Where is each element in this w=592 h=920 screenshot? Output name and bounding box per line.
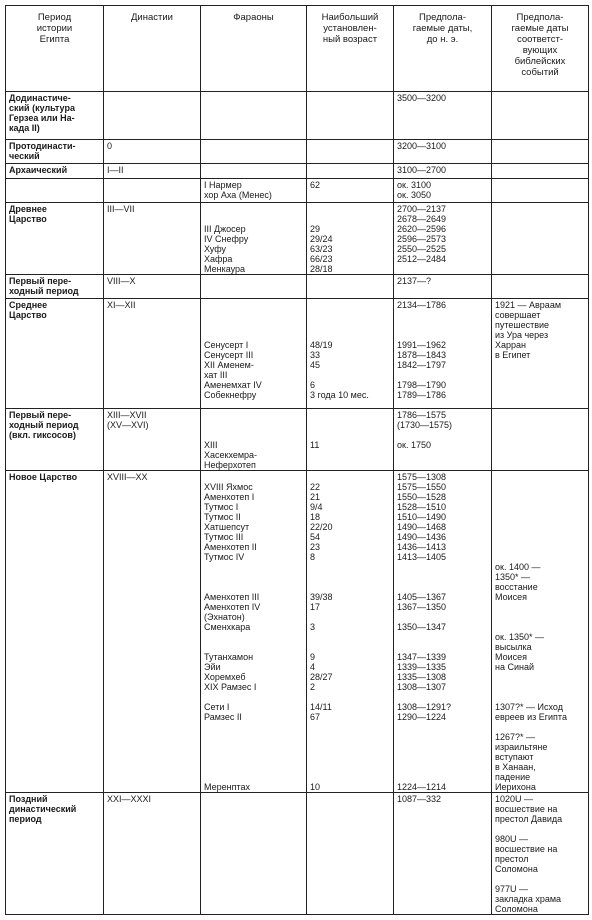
cell-age: [307, 164, 394, 179]
cell-age: [307, 409, 394, 471]
cell-dates: [394, 203, 492, 275]
cell-dates-text: 2137—?: [397, 276, 432, 286]
header-dynasties: Династии: [104, 6, 201, 92]
cell-pharaohs-text: XIII Хасекхемра- Неферхотеп: [204, 440, 258, 470]
cell-biblical: [492, 179, 589, 203]
cell-period: [6, 299, 104, 409]
cell-dynasties-text: III—VII: [107, 204, 135, 214]
cell-age: [307, 275, 394, 299]
cell-biblical: [492, 92, 589, 140]
cell-dates-text: ок. 3100 ок. 3050: [397, 180, 431, 200]
header-pharaohs: Фараоны: [201, 6, 307, 92]
cell-biblical: [492, 275, 589, 299]
cell-period: [6, 793, 104, 915]
cell-period-text: Архаический: [9, 165, 68, 175]
header-max-age: Наибольший установлен- ный возраст: [307, 6, 394, 92]
cell-period: [6, 140, 104, 164]
cell-dynasties: [104, 471, 201, 793]
cell-pharaohs: [201, 164, 307, 179]
cell-dates: [394, 92, 492, 140]
cell-dynasties: [104, 275, 201, 299]
table-row: [6, 409, 589, 471]
cell-dates-text: 1786—1575 (1730—1575) ок. 1750: [397, 410, 453, 450]
cell-dates: [394, 275, 492, 299]
cell-pharaohs-text: III Джосер IV Снефру Хуфу Хафра Менкаура: [204, 224, 249, 274]
header-biblical: Предпола- гаемые даты соответст- вующих библейских событий: [492, 6, 589, 92]
cell-dynasties: [104, 140, 201, 164]
cell-age-text: 11: [310, 440, 320, 450]
cell-biblical: [492, 164, 589, 179]
cell-period: [6, 203, 104, 275]
cell-pharaohs: [201, 793, 307, 915]
cell-dynasties: [104, 92, 201, 140]
cell-age: [307, 471, 394, 793]
cell-period: [6, 409, 104, 471]
cell-dynasties-text: I—II: [107, 165, 124, 175]
cell-age-text: 62: [310, 180, 321, 190]
cell-pharaohs: [201, 275, 307, 299]
cell-age-text: 48/19 33 45 6 3 года 10 мес.: [310, 340, 369, 400]
table-row: [6, 164, 589, 179]
cell-dates-text: 2700—2137 2678—2649 2620—2596 2596—2573 2550—2525 2512—2484: [397, 204, 447, 264]
cell-dates: [394, 179, 492, 203]
cell-pharaohs: [201, 179, 307, 203]
cell-period-text: Древнее Царство: [9, 204, 47, 224]
cell-dynasties: [104, 299, 201, 409]
cell-age: [307, 92, 394, 140]
cell-age: [307, 203, 394, 275]
cell-age: [307, 299, 394, 409]
cell-biblical: [492, 409, 589, 471]
cell-dates-text: 1575—1308 1575—1550 1550—1528 1528—1510 1510—1490 1490—1468 1490—1436 1436—1413 1413—1405 1405—1367 1367—1350 1350—1347 1347—1339 1339—1335 1335—1308 1308—1307 1308—1291? 1290—1224 1224—1214: [397, 472, 452, 792]
table-row: [6, 471, 589, 793]
cell-dynasties-text: 0: [107, 141, 113, 151]
cell-pharaohs: [201, 299, 307, 409]
table-row: [6, 179, 589, 203]
cell-dates-text: 1087—332: [397, 794, 442, 804]
cell-pharaohs: [201, 203, 307, 275]
cell-dynasties-text: XIII—XVII (XV—XVI): [107, 410, 149, 430]
cell-period: [6, 164, 104, 179]
cell-pharaohs-text: Сенусерт I Сенусерт III XII Аменем- хат III Аменемхат IV Собекнефру: [204, 340, 262, 400]
cell-biblical-text: ок. 1400 — 1350* — восстание Моисея ок. 1350* — высылка Моисея на Синай 1307?* — Исход евреев из Египта 1267?* — израильтяне вступают в Ханаан, падение Иерихона: [495, 562, 567, 792]
cell-biblical-text: 1020U — восшествие на престол Давида 980U — восшествие на престол Соломона 977U — закладка храма Соломона: [495, 794, 563, 914]
cell-period-text: Протодинасти- ческий: [9, 141, 76, 161]
cell-dates: [394, 793, 492, 915]
cell-pharaohs-text: I Нармер хор Аха (Менес): [204, 180, 272, 200]
header-dates: Предпола- гаемые даты, до н. э.: [394, 6, 492, 92]
cell-age-text: 22 21 9/4 18 22/20 54 23 8 39/38 17 3 9 4 28/27 2 14/11 67 10: [310, 482, 333, 792]
cell-pharaohs-text: XVIII Яхмос Аменхотеп I Тутмос I Тутмос II Хатшепсут Тутмос III Аменхотеп II Тутмос IV Аменхотеп III Аменхотеп IV (Эхнатон) Сменхкара Тутанхамон Эйи Хоремхеб XIX Рамзес I Сети I Рамзес II Меренптах: [204, 482, 261, 792]
cell-period: [6, 471, 104, 793]
cell-age: [307, 179, 394, 203]
cell-biblical-text: 1921 — Авраам совершает путешествие из Ура через Харран в Египет: [495, 300, 562, 360]
cell-period-text: Поздний династический период: [9, 794, 77, 824]
cell-period: [6, 275, 104, 299]
header-row: [6, 6, 589, 92]
header-period: Период истории Египта: [6, 6, 104, 92]
table-row: [6, 299, 589, 409]
cell-age-text: 29 29/24 63/23 66/23 28/18: [310, 224, 333, 274]
cell-biblical: [492, 793, 589, 915]
cell-dates: [394, 471, 492, 793]
chronology-table: [5, 5, 589, 915]
table-row: [6, 275, 589, 299]
cell-dates: [394, 409, 492, 471]
cell-pharaohs: [201, 471, 307, 793]
cell-period-text: Первый пере- ходный период: [9, 276, 79, 296]
cell-age: [307, 140, 394, 164]
cell-dynasties: [104, 164, 201, 179]
table-row: [6, 140, 589, 164]
cell-pharaohs: [201, 92, 307, 140]
cell-dynasties-text: VIII—X: [107, 276, 136, 286]
cell-dynasties: [104, 409, 201, 471]
cell-dates-text: 3200—3100: [397, 141, 447, 151]
cell-dynasties-text: XI—XII: [107, 300, 136, 310]
cell-dynasties-text: XVIII—XX: [107, 472, 148, 482]
cell-period-text: Первый пере- ходный период (вкл. гиксосов): [9, 410, 79, 440]
cell-biblical: [492, 203, 589, 275]
cell-period-text: Додинастиче- ский (культура Герзеа или На- када II): [9, 93, 75, 133]
cell-period: [6, 179, 104, 203]
cell-dates: [394, 164, 492, 179]
cell-dynasties-text: XXI—XXXI: [107, 794, 152, 804]
cell-dynasties: [104, 203, 201, 275]
table-row: [6, 203, 589, 275]
cell-biblical: [492, 299, 589, 409]
cell-pharaohs: [201, 140, 307, 164]
cell-period-text: Новое Царство: [9, 472, 78, 482]
cell-dates: [394, 140, 492, 164]
cell-dates-text: 2134—1786 1991—1962 1878—1843 1842—1797 1798—1790 1789—1786: [397, 300, 447, 400]
table-row: [6, 92, 589, 140]
cell-dates: [394, 299, 492, 409]
table-row: [6, 793, 589, 915]
cell-biblical: [492, 140, 589, 164]
cell-dynasties: [104, 793, 201, 915]
cell-dates-text: 3100—2700: [397, 165, 447, 175]
cell-dynasties: [104, 179, 201, 203]
cell-dates-text: 3500—3200: [397, 93, 447, 103]
cell-period-text: Среднее Царство: [9, 300, 48, 320]
cell-period: [6, 92, 104, 140]
cell-age: [307, 793, 394, 915]
cell-pharaohs: [201, 409, 307, 471]
cell-biblical: [492, 471, 589, 793]
